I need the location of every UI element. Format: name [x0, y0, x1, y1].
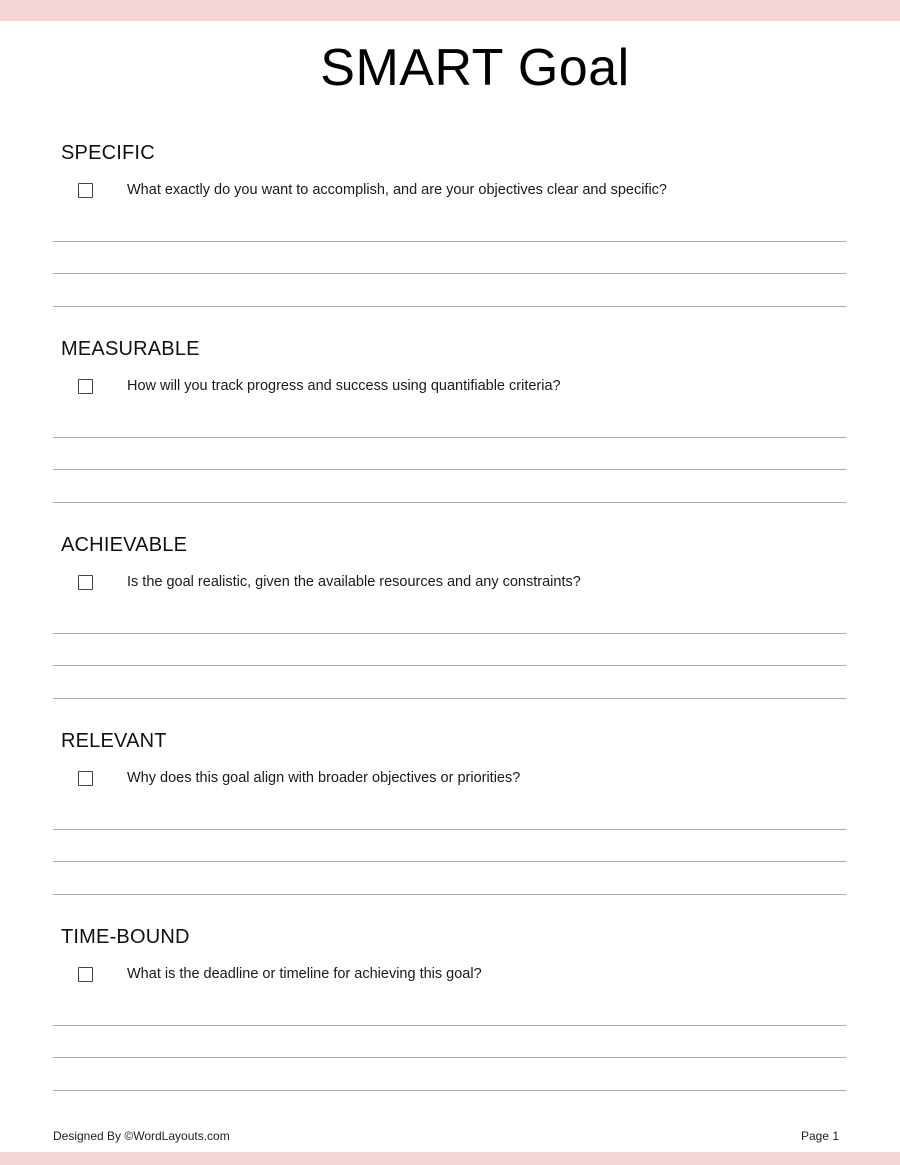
- answer-line[interactable]: [53, 502, 846, 503]
- answer-line[interactable]: [53, 1090, 846, 1091]
- section-specific: [0, 142, 900, 338]
- answer-line[interactable]: [53, 273, 846, 274]
- answer-line[interactable]: [53, 469, 846, 470]
- section-measurable: [0, 338, 900, 534]
- checkbox-icon[interactable]: [78, 183, 93, 198]
- answer-line[interactable]: [53, 665, 846, 666]
- answer-line[interactable]: [53, 861, 846, 862]
- page-title: SMART Goal: [320, 39, 630, 97]
- section-heading: RELEVANT: [61, 730, 167, 752]
- section-question: Why does this goal align with broader objectives or priorities?: [127, 770, 521, 786]
- answer-line[interactable]: [53, 241, 846, 242]
- section-question: Is the goal realistic, given the available resources and any constraints?: [127, 574, 581, 590]
- answer-line[interactable]: [53, 633, 846, 634]
- section-heading: ACHIEVABLE: [61, 534, 188, 556]
- section-heading: MEASURABLE: [61, 338, 200, 360]
- answer-line[interactable]: [53, 698, 846, 699]
- section-question: What is the deadline or timeline for achieving this goal?: [127, 966, 482, 982]
- answer-line[interactable]: [53, 306, 846, 307]
- checkbox-icon[interactable]: [78, 967, 93, 982]
- checkbox-icon[interactable]: [78, 771, 93, 786]
- page-number: Page 1: [801, 1129, 840, 1143]
- checkbox-icon[interactable]: [78, 379, 93, 394]
- section-time-bound: [0, 926, 900, 1122]
- section-heading: TIME-BOUND: [61, 926, 190, 948]
- answer-line[interactable]: [53, 1057, 846, 1058]
- checkbox-icon[interactable]: [78, 575, 93, 590]
- bottom-accent-band: [0, 1152, 900, 1165]
- section-relevant: [0, 730, 900, 926]
- answer-line[interactable]: [53, 829, 846, 830]
- answer-line[interactable]: [53, 437, 846, 438]
- section-question: What exactly do you want to accomplish, and are your objectives clear and specific?: [127, 182, 667, 198]
- section-heading: SPECIFIC: [61, 142, 155, 164]
- answer-line[interactable]: [53, 1025, 846, 1026]
- section-question: How will you track progress and success using quantifiable criteria?: [127, 378, 561, 394]
- top-accent-band: [0, 0, 900, 21]
- answer-line[interactable]: [53, 894, 846, 895]
- section-achievable: [0, 534, 900, 730]
- footer-credit: Designed By ©WordLayouts.com: [53, 1129, 230, 1143]
